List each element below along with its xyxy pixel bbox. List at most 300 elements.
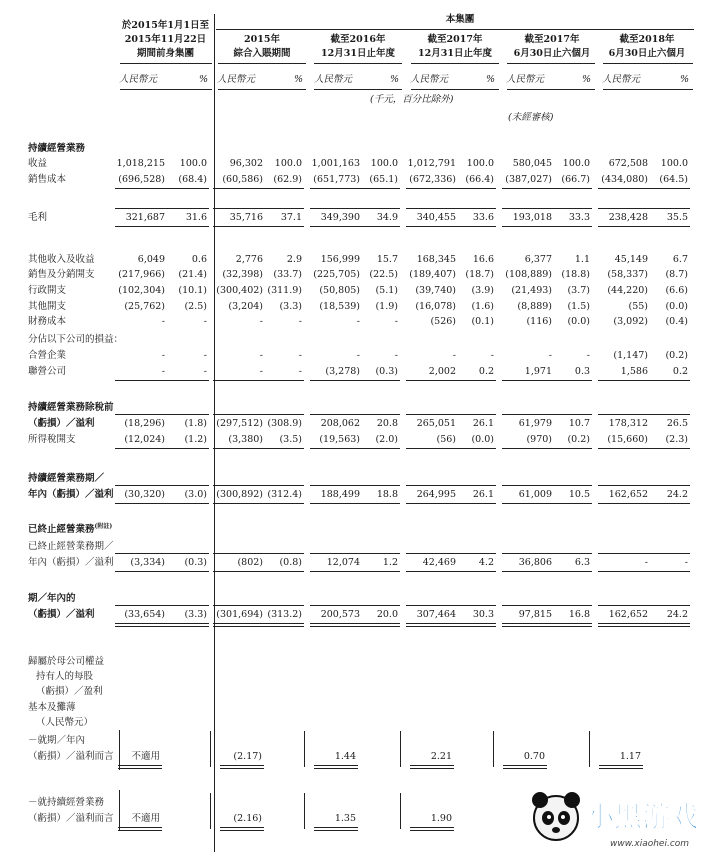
cell-other-exp-amount: (16,078) <box>415 301 456 312</box>
unit-pct-label: % <box>680 74 690 85</box>
cell-jv-amount: - <box>548 350 552 361</box>
cell-gross-amount: 340,455 <box>416 212 456 223</box>
row-underline <box>406 448 496 449</box>
row-underline <box>115 623 209 624</box>
row-underline <box>310 571 400 572</box>
eps-rule <box>599 768 643 769</box>
row-underline <box>310 380 400 381</box>
cell-cost-pct: (65.1) <box>369 174 398 185</box>
cell-cost-amount: (60,586) <box>222 174 263 185</box>
cell-pretax-amount: 178,312 <box>608 418 648 429</box>
eps-rule <box>503 765 547 766</box>
row-underline <box>502 448 592 449</box>
cell-revenue-pct: 100.0 <box>562 158 590 169</box>
row-overline <box>115 553 209 554</box>
unit-pct-label: % <box>486 74 496 85</box>
cell-cont-result-pct: 24.2 <box>666 489 688 500</box>
cell-revenue-pct: 100.0 <box>179 158 207 169</box>
row-underline <box>502 571 592 572</box>
cell-disc-result-pct: 4.2 <box>478 557 494 568</box>
rule <box>603 63 693 64</box>
cell-gross-amount: 349,390 <box>320 212 360 223</box>
cell-selling-amount: (108,889) <box>505 269 552 280</box>
cell-admin-pct: (10.1) <box>178 285 207 296</box>
discontinued-note: (附註) <box>94 523 113 530</box>
cell-finance-pct: - <box>394 316 398 327</box>
cell-disc-result-pct: 1.2 <box>382 557 398 568</box>
cell-gross-amount: 35,716 <box>229 212 263 223</box>
eps-rule <box>503 768 547 769</box>
cell-tax-pct: (2.3) <box>665 434 688 445</box>
cell-pretax-amount: 208,062 <box>320 418 360 429</box>
row-overline <box>502 485 592 486</box>
cell-selling-amount: (32,398) <box>222 269 263 280</box>
eps-rule <box>118 768 162 769</box>
cell-revenue-amount: 96,302 <box>229 158 263 169</box>
cell-other-income-amount: 168,345 <box>416 254 456 265</box>
row-underline <box>213 188 304 189</box>
eps-period-label-1: －就期／年內 <box>28 735 86 746</box>
eps-rule <box>118 765 162 766</box>
cell-period-result-pct: (313.2) <box>267 609 302 620</box>
cell-other-income-amount: 6,377 <box>524 254 552 265</box>
cell-admin-pct: (6.6) <box>665 285 688 296</box>
eps-rule <box>314 765 358 766</box>
eps-divider <box>493 731 494 767</box>
cell-period-result-amount: (33,654) <box>124 609 165 620</box>
rule <box>411 63 499 64</box>
period-result-label-1: 期／年內的 <box>28 593 76 604</box>
cont-result-label-1: 持續經營業務期／ <box>28 473 105 484</box>
row-underline <box>406 623 496 624</box>
cell-gross-amount: 238,428 <box>608 212 648 223</box>
cell-disc-result-amount: (802) <box>237 557 263 568</box>
thousand-note: (千元，百分比除外) <box>370 94 454 105</box>
group-header: 本集團 <box>445 14 475 25</box>
cell-other-income-pct: 1.1 <box>574 254 590 265</box>
cell-disc-result-pct: (0.8) <box>279 557 302 568</box>
cell-gross-pct: 34.9 <box>376 212 398 223</box>
cell-period-result-pct: 20.0 <box>376 609 398 620</box>
eps-rule <box>220 830 264 831</box>
eps-title-3: （虧損）／盈利 <box>36 686 103 697</box>
cell-other-income-amount: 156,999 <box>320 254 360 265</box>
cell-cont-result-amount: (300,892) <box>216 489 263 500</box>
col-2017-header-2: 12月31日止年度 <box>418 48 492 59</box>
rule <box>120 89 212 90</box>
cell-gross-pct: 35.5 <box>666 212 688 223</box>
unaudited-note: (未經審核) <box>508 112 554 123</box>
cell-cost-amount: (651,773) <box>313 174 360 185</box>
pretax-label-2: （虧損）／溢利 <box>28 418 95 429</box>
rule <box>120 63 212 64</box>
unit-pct-label: % <box>199 74 209 85</box>
eps-rule <box>410 827 454 828</box>
cell-tax-amount: (56) <box>436 434 456 445</box>
cell-selling-pct: (22.5) <box>369 269 398 280</box>
row-underline <box>115 571 209 572</box>
row-overline <box>598 208 690 209</box>
cell-assoc-pct: 0.2 <box>478 366 494 377</box>
row-underline <box>598 623 690 624</box>
cell-finance-amount: (526) <box>430 316 456 327</box>
vrule <box>119 790 120 830</box>
cell-admin-amount: (21,493) <box>511 285 552 296</box>
section-discontinued <box>28 521 112 536</box>
cell-other-exp-amount: (25,762) <box>124 301 165 312</box>
row-overline <box>213 485 304 486</box>
row-overline <box>598 414 690 415</box>
row-label-admin: 行政開支 <box>28 285 67 296</box>
unit-rmb-label: 人民幣元 <box>506 74 545 85</box>
cell-jv-pct: - <box>490 350 494 361</box>
row-overline <box>502 208 592 209</box>
rule <box>314 63 402 64</box>
rule <box>218 63 306 64</box>
row-underline <box>115 188 209 189</box>
cell-revenue-amount: 1,012,791 <box>407 158 456 169</box>
cell-assoc-amount: 1,586 <box>620 366 648 377</box>
unit-rmb-label: 人民幣元 <box>119 74 158 85</box>
cell-other-income-amount: 6,049 <box>137 254 165 265</box>
row-overline <box>406 553 496 554</box>
row-underline <box>502 503 592 504</box>
cell-other-income-pct: 0.6 <box>191 254 207 265</box>
cell-cont-result-amount: (30,320) <box>124 489 165 500</box>
row-underline <box>213 626 304 627</box>
row-underline <box>598 448 690 449</box>
watermark-logo <box>520 778 713 852</box>
cell-finance-pct: (0.1) <box>471 316 494 327</box>
row-underline <box>406 503 496 504</box>
disc-result-label-2: 年內（虧損）／溢利 <box>28 557 114 568</box>
cell-other-exp-pct: (1.9) <box>375 301 398 312</box>
row-underline <box>598 571 690 572</box>
cell-assoc-pct: (0.3) <box>375 366 398 377</box>
eps-rule <box>410 768 454 769</box>
cell-cost-pct: (68.4) <box>178 174 207 185</box>
row-label-other-exp: 其他開支 <box>28 301 67 312</box>
eps-rule <box>118 827 162 828</box>
row-overline <box>406 208 496 209</box>
rule <box>218 89 306 90</box>
cell-pretax-pct: (1.8) <box>184 418 207 429</box>
col-h2018-header-1: 截至2018年 <box>619 34 675 45</box>
cell-tax-amount: (3,380) <box>228 434 263 445</box>
cell-disc-result-amount: 42,469 <box>422 557 456 568</box>
cell-selling-amount: (189,407) <box>409 269 456 280</box>
cell-cont-result-amount: 264,995 <box>416 489 456 500</box>
cell-other-income-amount: 45,149 <box>614 254 648 265</box>
cell-cont-result-amount: 61,009 <box>518 489 552 500</box>
eps-rule <box>220 827 264 828</box>
cell-period-result-amount: 162,652 <box>608 609 648 620</box>
eps-rule <box>599 765 643 766</box>
eps-rule <box>220 765 264 766</box>
row-overline <box>502 553 592 554</box>
cell-cost-pct: (66.4) <box>465 174 494 185</box>
cell-pretax-pct: 10.7 <box>568 418 590 429</box>
cell-cont-result-amount: 162,652 <box>608 489 648 500</box>
cont-result-label-2: 年內（虧損）／溢利 <box>28 489 114 500</box>
eps-divider <box>400 793 401 829</box>
cell-selling-amount: (225,705) <box>313 269 360 280</box>
row-underline <box>598 380 690 381</box>
row-overline <box>406 605 496 606</box>
row-underline <box>502 188 592 189</box>
cell-assoc-pct: - <box>203 366 207 377</box>
row-label-revenue: 收益 <box>28 158 48 169</box>
col-h2017-header-1: 截至2017年 <box>524 34 580 45</box>
unit-pct-label: % <box>390 74 400 85</box>
cell-period-result-amount: 97,815 <box>518 609 552 620</box>
cell-revenue-amount: 672,508 <box>608 158 648 169</box>
cell-pretax-pct: (308.9) <box>267 418 302 429</box>
cell-other-exp-pct: (3.3) <box>279 301 302 312</box>
cell-eps-cont: 不適用 <box>131 813 160 824</box>
cell-jv-amount: (1,147) <box>613 350 648 361</box>
eps-title-1: 歸屬於母公司權益 <box>28 656 105 667</box>
cell-period-result-amount: 307,464 <box>416 609 456 620</box>
row-underline <box>502 226 592 227</box>
cell-other-exp-pct: (2.5) <box>184 301 207 312</box>
cell-tax-amount: (970) <box>526 434 552 445</box>
cell-revenue-pct: 100.0 <box>466 158 494 169</box>
row-overline <box>310 553 400 554</box>
row-underline <box>115 226 209 227</box>
cell-admin-amount: (39,740) <box>415 285 456 296</box>
row-underline <box>213 571 304 572</box>
cell-other-income-pct: 15.7 <box>376 254 398 265</box>
discontinued-label: 已終止經營業務 <box>28 524 95 536</box>
eps-rule <box>410 830 454 831</box>
row-underline <box>213 503 304 504</box>
rule <box>411 89 499 90</box>
cell-eps-period: (2.17) <box>233 751 262 762</box>
cell-disc-result-amount: 12,074 <box>326 557 360 568</box>
eps-divider <box>210 731 211 767</box>
eps-rule <box>314 830 358 831</box>
col-2017-header-1: 截至2017年 <box>427 34 483 45</box>
cell-selling-amount: (58,337) <box>607 269 648 280</box>
cell-eps-cont: 1.35 <box>334 813 356 824</box>
cell-other-exp-pct: (0.0) <box>665 301 688 312</box>
row-overline <box>598 605 690 606</box>
cell-other-income-pct: 16.6 <box>472 254 494 265</box>
cell-tax-pct: (2.0) <box>375 434 398 445</box>
cell-gross-pct: 33.3 <box>568 212 590 223</box>
row-overline <box>213 208 304 209</box>
cell-admin-amount: (300,402) <box>216 285 263 296</box>
disc-result-label-1: 已終止經營業務期／ <box>28 541 114 552</box>
row-overline <box>213 605 304 606</box>
row-underline <box>502 380 592 381</box>
cell-pretax-amount: 61,979 <box>518 418 552 429</box>
cell-jv-amount: - <box>452 350 456 361</box>
row-label-jv: 合營企業 <box>28 350 67 361</box>
row-overline <box>310 208 400 209</box>
cell-disc-result-amount: 36,806 <box>518 557 552 568</box>
cell-tax-amount: (12,024) <box>124 434 165 445</box>
cell-admin-pct: (3.7) <box>567 285 590 296</box>
row-overline <box>598 553 690 554</box>
cell-eps-period: 2.21 <box>430 751 452 762</box>
cell-finance-amount: - <box>259 316 263 327</box>
cell-jv-pct: - <box>203 350 207 361</box>
row-overline <box>310 414 400 415</box>
cell-other-income-pct: 6.7 <box>672 254 688 265</box>
cell-cost-pct: (64.5) <box>659 174 688 185</box>
eps-divider <box>589 731 590 767</box>
cell-assoc-pct: - <box>298 366 302 377</box>
cell-admin-amount: (102,304) <box>118 285 165 296</box>
row-overline <box>115 414 209 415</box>
cell-cont-result-pct: 18.8 <box>376 489 398 500</box>
cell-cost-pct: (66.7) <box>561 174 590 185</box>
cell-jv-amount: - <box>356 350 360 361</box>
row-underline <box>213 380 304 381</box>
cell-revenue-amount: 1,018,215 <box>116 158 165 169</box>
cell-period-result-amount: (301,694) <box>216 609 263 620</box>
cell-assoc-amount: (3,278) <box>325 366 360 377</box>
cell-pretax-amount: 265,051 <box>416 418 456 429</box>
row-underline <box>310 188 400 189</box>
col-h2017-header-2: 6月30日止六個月 <box>513 48 591 59</box>
col-pre-header-1: 於2015年1月1日至 <box>121 20 210 31</box>
eps-divider <box>210 793 211 829</box>
cell-eps-period: 0.70 <box>523 751 545 762</box>
cell-selling-amount: (217,966) <box>118 269 165 280</box>
unit-rmb-label: 人民幣元 <box>217 74 256 85</box>
cell-revenue-pct: 100.0 <box>660 158 688 169</box>
cell-jv-pct: - <box>394 350 398 361</box>
row-overline <box>213 414 304 415</box>
col-2015-header-1: 2015年 <box>244 34 280 45</box>
cell-finance-pct: - <box>203 316 207 327</box>
row-overline <box>406 485 496 486</box>
cell-tax-pct: (0.0) <box>471 434 494 445</box>
row-overline <box>310 605 400 606</box>
cell-tax-pct: (3.5) <box>279 434 302 445</box>
cell-disc-result-pct: - <box>684 557 688 568</box>
row-overline <box>115 485 209 486</box>
cell-cost-amount: (434,080) <box>601 174 648 185</box>
cell-gross-amount: 321,687 <box>125 212 165 223</box>
cell-assoc-amount: 2,002 <box>428 366 456 377</box>
eps-rule <box>220 768 264 769</box>
col-2015-header-2: 綜合入賬期間 <box>233 48 291 59</box>
cell-cost-amount: (672,336) <box>409 174 456 185</box>
watermark-url: www.xiaohei.com <box>610 839 690 849</box>
row-underline <box>598 626 690 627</box>
cell-revenue-pct: 100.0 <box>370 158 398 169</box>
cell-disc-result-amount: - <box>644 557 648 568</box>
cell-other-income-amount: 2,776 <box>235 254 263 265</box>
row-underline <box>406 188 496 189</box>
cell-other-exp-pct: (1.5) <box>567 301 590 312</box>
row-overline <box>502 414 592 415</box>
basic-diluted-1: 基本及攤薄 <box>28 702 76 713</box>
cell-tax-amount: (15,660) <box>607 434 648 445</box>
cell-assoc-amount: 1,971 <box>524 366 552 377</box>
cell-jv-pct: (0.2) <box>665 350 688 361</box>
row-underline <box>406 226 496 227</box>
unit-rmb-label: 人民幣元 <box>314 74 353 85</box>
cell-jv-pct: - <box>298 350 302 361</box>
cell-revenue-pct: 100.0 <box>274 158 302 169</box>
eps-cont-label-1: －就持續經營業務 <box>28 797 105 808</box>
cell-jv-pct: - <box>586 350 590 361</box>
cell-pretax-pct: 26.5 <box>666 418 688 429</box>
cell-finance-pct: - <box>298 316 302 327</box>
eps-divider <box>400 731 401 767</box>
cell-selling-pct: (8.7) <box>665 269 688 280</box>
cell-assoc-pct: 0.3 <box>574 366 590 377</box>
row-underline <box>310 626 400 627</box>
pretax-label-1: 持續經營業務除稅前 <box>28 402 114 413</box>
section-continuing: 持續經營業務 <box>28 143 86 154</box>
cell-other-exp-amount: (3,204) <box>228 301 263 312</box>
row-overline <box>213 553 304 554</box>
row-underline <box>115 380 209 381</box>
cell-admin-amount: (44,220) <box>607 285 648 296</box>
row-label-finance: 財務成本 <box>28 316 67 327</box>
row-underline <box>213 226 304 227</box>
unit-pct-label: % <box>582 74 592 85</box>
cell-period-result-pct: (3.3) <box>184 609 207 620</box>
cell-tax-pct: (1.2) <box>184 434 207 445</box>
cell-selling-pct: (18.8) <box>561 269 590 280</box>
row-label-selling: 銷售及分銷開支 <box>28 269 95 280</box>
row-underline <box>502 626 592 627</box>
cell-finance-pct: (0.0) <box>567 316 590 327</box>
basic-diluted-2: （人民幣元） <box>36 717 94 728</box>
cell-pretax-pct: 26.1 <box>472 418 494 429</box>
eps-divider <box>304 731 305 767</box>
row-label-tax: 所得稅開支 <box>28 434 76 445</box>
cell-gross-amount: 193,018 <box>512 212 552 223</box>
period-result-label-2: （虧損）／溢利 <box>28 609 95 620</box>
cell-cont-result-pct: 10.5 <box>568 489 590 500</box>
eps-cont-label-2: （虧損）／溢利而言 <box>28 813 114 824</box>
cell-gross-pct: 33.6 <box>472 212 494 223</box>
row-underline <box>406 626 496 627</box>
cell-disc-result-pct: 6.3 <box>574 557 590 568</box>
cell-cost-amount: (696,528) <box>118 174 165 185</box>
rule <box>507 89 595 90</box>
cell-selling-pct: (21.4) <box>178 269 207 280</box>
cell-finance-amount: - <box>356 316 360 327</box>
cell-other-income-pct: 2.9 <box>286 254 302 265</box>
row-overline <box>115 605 209 606</box>
cell-eps-cont: (2.16) <box>233 813 262 824</box>
cell-admin-amount: (50,805) <box>319 285 360 296</box>
cell-pretax-pct: 20.8 <box>376 418 398 429</box>
cell-revenue-amount: 1,001,163 <box>311 158 360 169</box>
cell-other-exp-amount: (18,539) <box>319 301 360 312</box>
cell-other-exp-pct: (1.6) <box>471 301 494 312</box>
row-underline <box>115 448 209 449</box>
rule <box>603 89 693 90</box>
cell-tax-amount: (19,563) <box>319 434 360 445</box>
cell-disc-result-amount: (3,334) <box>130 557 165 568</box>
cell-finance-amount: (3,092) <box>613 316 648 327</box>
rule <box>507 63 595 64</box>
watermark-brand: 小黑游戏 <box>586 800 699 833</box>
cell-admin-pct: (3.9) <box>471 285 494 296</box>
row-label-cost: 銷售成本 <box>28 174 67 185</box>
section-share-of: 分佔以下公司的損益： <box>28 334 124 345</box>
